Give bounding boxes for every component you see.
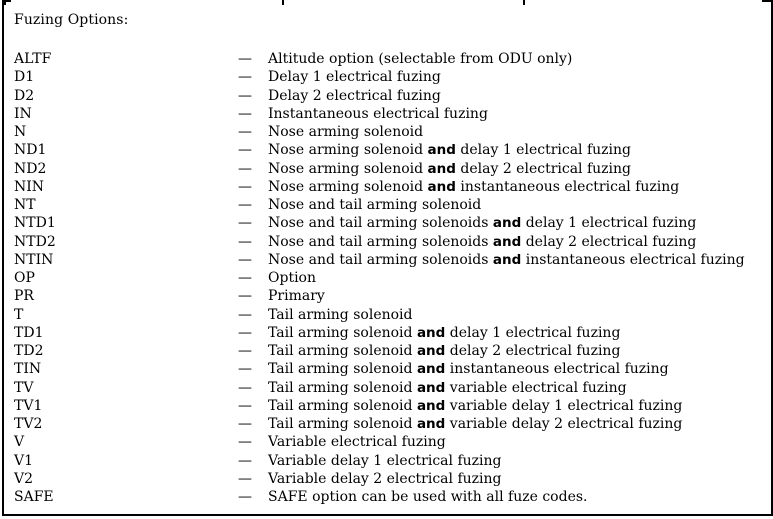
- fuzing-code: V: [14, 434, 25, 451]
- description-text: Nose and tail arming solenoids: [268, 233, 489, 250]
- fuzing-code-row: [14, 87, 764, 105]
- fuzing-description: [268, 50, 572, 68]
- fuzing-code-row: [14, 488, 764, 506]
- description-text: Variable delay 1 electrical fuzing: [268, 452, 502, 469]
- fuzing-description: [268, 470, 501, 488]
- description-text: Tail arming solenoid: [268, 306, 413, 323]
- and-connector: and: [416, 397, 446, 414]
- em-dash-separator: —: [238, 324, 252, 341]
- description-text: Delay 2 electrical fuzing: [268, 87, 441, 104]
- fuzing-code-row: [14, 433, 764, 451]
- fuzing-code: PR: [14, 288, 34, 305]
- fuzing-description: [268, 397, 682, 415]
- description-text: Tail arming solenoid: [268, 416, 413, 432]
- fuzing-description: [268, 379, 627, 397]
- description-text: Tail arming solenoid: [268, 324, 413, 341]
- em-dash-separator: —: [238, 397, 252, 414]
- description-text: Instantaneous electrical fuzing: [268, 105, 488, 122]
- em-dash-separator: —: [238, 124, 252, 140]
- fuzing-code: NIN: [14, 178, 45, 195]
- description-text-continued: delay 1 electrical fuzing: [460, 142, 632, 159]
- description-text: Variable electrical fuzing: [268, 434, 446, 451]
- em-dash-separator: —: [238, 69, 252, 86]
- fuzing-code: ND2: [14, 160, 47, 177]
- description-text: Nose arming solenoid: [268, 142, 424, 159]
- description-text-continued: variable delay 2 electrical fuzing: [449, 416, 683, 432]
- fuzing-code-row: [14, 141, 764, 159]
- and-connector: and: [427, 142, 456, 159]
- fuzing-code-row: [14, 379, 764, 397]
- fuzing-description: [268, 324, 620, 342]
- em-dash-separator: —: [238, 270, 252, 286]
- description-text-continued: delay 1 electrical fuzing: [525, 215, 697, 232]
- description-text-continued: variable electrical fuzing: [449, 379, 627, 396]
- fuzing-code-row: [14, 415, 764, 433]
- fuzing-code-row: [14, 68, 764, 86]
- em-dash-separator: —: [238, 142, 252, 159]
- em-dash-separator: —: [238, 470, 252, 487]
- description-text: Altitude option (selectable from ODU only): [268, 51, 573, 67]
- em-dash-separator: —: [238, 51, 252, 67]
- description-text-continued: delay 2 electrical fuzing: [460, 160, 632, 177]
- column-tick: [523, 0, 525, 5]
- fuzing-code: D2: [14, 87, 35, 104]
- column-tick: [4, 0, 6, 5]
- and-connector: and: [416, 361, 446, 378]
- fuzing-code: TIN: [14, 361, 42, 378]
- em-dash-separator: —: [238, 87, 252, 104]
- em-dash-separator: —: [238, 489, 252, 505]
- fuzing-code: V2: [14, 470, 34, 487]
- description-text: Delay 1 electrical fuzing: [268, 69, 441, 86]
- fuzing-code: TD1: [14, 324, 44, 341]
- fuzing-code-row: [14, 251, 764, 269]
- description-text: Tail arming solenoid: [268, 379, 413, 396]
- description-text: Tail arming solenoid: [268, 343, 413, 359]
- description-text: Nose arming solenoid: [268, 160, 424, 177]
- fuzing-code-row: [14, 360, 764, 378]
- fuzing-description: [268, 196, 481, 214]
- em-dash-separator: —: [238, 160, 252, 177]
- fuzing-code-row: [14, 233, 764, 251]
- fuzing-description: [268, 306, 412, 324]
- em-dash-separator: —: [238, 379, 252, 396]
- description-text: SAFE option can be used with all fuze codes.: [268, 489, 588, 505]
- fuzing-code-row: [14, 269, 764, 287]
- fuzing-code: SAFE: [14, 489, 54, 505]
- description-text-continued: instantaneous electrical fuzing: [525, 251, 745, 268]
- description-text: Nose and tail arming solenoids: [268, 251, 489, 268]
- fuzing-description: [268, 488, 588, 506]
- column-tick: [282, 0, 284, 5]
- em-dash-separator: —: [238, 361, 252, 378]
- and-connector: and: [492, 215, 522, 232]
- fuzing-description: [268, 105, 488, 123]
- fuzing-code-row: [14, 105, 764, 123]
- top-rule-segment: [762, 0, 771, 2]
- fuzing-code: V1: [14, 452, 34, 469]
- fuzing-code: TD2: [14, 343, 44, 359]
- description-text-continued: variable delay 1 electrical fuzing: [449, 397, 683, 414]
- fuzing-description: [268, 342, 620, 360]
- fuzing-code: TV1: [14, 397, 43, 414]
- fuzing-code: OP: [14, 270, 35, 286]
- fuzing-code: TV: [14, 379, 34, 396]
- fuzing-options-box: [2, 0, 773, 516]
- fuzing-code: ALTF: [14, 51, 52, 67]
- fuzing-description: [268, 214, 696, 232]
- fuzing-code-row: [14, 123, 764, 141]
- description-text-continued: delay 2 electrical fuzing: [525, 233, 697, 250]
- fuzing-code-row: [14, 214, 764, 232]
- and-connector: and: [492, 251, 522, 268]
- fuzing-description: [268, 87, 441, 105]
- fuzing-code-row: [14, 324, 764, 342]
- em-dash-separator: —: [238, 434, 252, 451]
- fuzing-code: NTD1: [14, 215, 56, 232]
- fuzing-code: N: [14, 124, 27, 140]
- fuzing-description: [268, 160, 631, 178]
- fuzing-code-list: [14, 50, 764, 506]
- em-dash-separator: —: [238, 288, 252, 305]
- and-connector: and: [416, 416, 446, 432]
- description-text-continued: instantaneous electrical fuzing: [460, 178, 680, 195]
- fuzing-code-row: [14, 470, 764, 488]
- em-dash-separator: —: [238, 306, 252, 323]
- em-dash-separator: —: [238, 215, 252, 232]
- em-dash-separator: —: [238, 197, 252, 213]
- description-text: Tail arming solenoid: [268, 397, 413, 414]
- fuzing-description: [268, 269, 316, 287]
- and-connector: and: [416, 343, 446, 359]
- fuzing-code-row: [14, 50, 764, 68]
- fuzing-description: [268, 287, 325, 305]
- fuzing-description: [268, 452, 501, 470]
- and-connector: and: [416, 379, 446, 396]
- fuzing-code: D1: [14, 69, 35, 86]
- description-text: Nose arming solenoid: [268, 124, 424, 140]
- fuzing-code-row: [14, 306, 764, 324]
- and-connector: and: [427, 178, 456, 195]
- description-text: Variable delay 2 electrical fuzing: [268, 470, 502, 487]
- fuzing-description: [268, 360, 669, 378]
- fuzing-description: [268, 233, 696, 251]
- fuzing-description: [268, 178, 679, 196]
- fuzing-description: [268, 251, 745, 269]
- description-text: Tail arming solenoid: [268, 361, 413, 378]
- em-dash-separator: —: [238, 105, 252, 122]
- fuzing-code: IN: [14, 105, 32, 122]
- em-dash-separator: —: [238, 178, 252, 195]
- fuzing-code: NT: [14, 197, 36, 213]
- and-connector: and: [427, 160, 456, 177]
- fuzing-description: [268, 415, 682, 433]
- fuzing-code-row: [14, 342, 764, 360]
- description-text: Primary: [268, 288, 325, 305]
- description-text-continued: delay 2 electrical fuzing: [449, 343, 621, 359]
- em-dash-separator: —: [238, 251, 252, 268]
- em-dash-separator: —: [238, 343, 252, 359]
- fuzing-code-row: [14, 196, 764, 214]
- description-text: Nose and tail arming solenoids: [268, 215, 489, 232]
- fuzing-description: [268, 123, 423, 141]
- description-text: Nose and tail arming solenoid: [268, 197, 482, 213]
- em-dash-separator: —: [238, 416, 252, 432]
- fuzing-code: ND1: [14, 142, 47, 159]
- em-dash-separator: —: [238, 233, 252, 250]
- fuzing-code: TV2: [14, 416, 43, 432]
- fuzing-code-row: [14, 397, 764, 415]
- fuzing-description: [268, 141, 631, 159]
- fuzing-description: [268, 68, 441, 86]
- fuzing-code: T: [14, 306, 24, 323]
- and-connector: and: [416, 324, 446, 341]
- fuzing-code-row: [14, 178, 764, 196]
- and-connector: and: [492, 233, 522, 250]
- em-dash-separator: —: [238, 452, 252, 469]
- section-heading: Fuzing Options:: [14, 12, 129, 28]
- fuzing-code: NTIN: [14, 251, 54, 268]
- fuzing-description: [268, 433, 446, 451]
- fuzing-code-row: [14, 287, 764, 305]
- fuzing-code-row: [14, 452, 764, 470]
- description-text-continued: instantaneous electrical fuzing: [449, 361, 669, 378]
- fuzing-code: NTD2: [14, 233, 56, 250]
- description-text-continued: delay 1 electrical fuzing: [449, 324, 621, 341]
- description-text: Nose arming solenoid: [268, 178, 424, 195]
- description-text: Option: [268, 270, 316, 286]
- fuzing-code-row: [14, 160, 764, 178]
